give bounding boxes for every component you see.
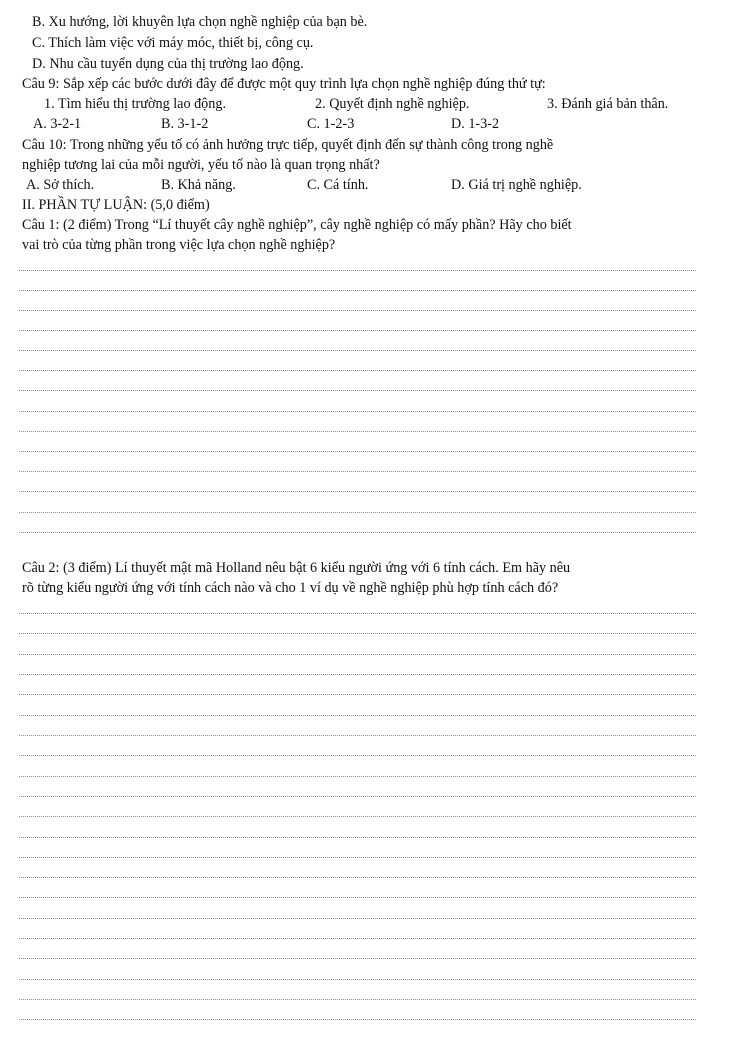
q10-option-a: A. Sở thích. bbox=[26, 177, 95, 193]
answer-line bbox=[19, 958, 696, 959]
q9-option-c: C. 1-2-3 bbox=[307, 116, 355, 132]
essay-2-line-1: Câu 2: (3 điểm) Lí thuyết mật mã Holland nêu bật 6 kiểu người ứng với 6 tính cách. Em hãy nêu bbox=[22, 560, 571, 576]
q9-step-1: 1. Tìm hiểu thị trường lao động. bbox=[44, 96, 227, 112]
answer-line bbox=[19, 877, 696, 878]
q10-option-b: B. Khả năng. bbox=[161, 177, 236, 193]
answer-line bbox=[19, 816, 696, 817]
answer-line bbox=[19, 735, 696, 736]
answer-line bbox=[19, 857, 696, 858]
answer-line bbox=[19, 491, 696, 492]
answer-line bbox=[19, 654, 696, 655]
answer-line bbox=[19, 471, 696, 472]
answer-line bbox=[19, 370, 696, 371]
answer-line bbox=[19, 350, 696, 351]
answer-line bbox=[19, 674, 696, 675]
answer-line bbox=[19, 512, 696, 513]
prev-option-c: C. Thích làm việc với máy móc, thiết bị, công cụ. bbox=[32, 35, 314, 51]
answer-line bbox=[19, 938, 696, 939]
q9-option-d: D. 1-3-2 bbox=[451, 116, 500, 132]
q10-question-line-2: nghiệp tương lai của mỗi người, yếu tố nào là quan trọng nhất? bbox=[22, 157, 380, 173]
answer-line bbox=[19, 532, 696, 533]
answer-line bbox=[19, 330, 696, 331]
answer-line bbox=[19, 411, 696, 412]
answer-line bbox=[19, 979, 696, 980]
answer-line bbox=[19, 837, 696, 838]
q9-question: Câu 9: Sắp xếp các bước dưới đây để được một quy trình lựa chọn nghề nghiệp đúng thứ tự: bbox=[22, 76, 546, 92]
section-2-title: II. PHẦN TỰ LUẬN: (5,0 điểm) bbox=[22, 197, 210, 213]
answer-line bbox=[19, 451, 696, 452]
answer-line bbox=[19, 776, 696, 777]
answer-line bbox=[19, 1019, 696, 1020]
answer-line bbox=[19, 633, 696, 634]
answer-line bbox=[19, 390, 696, 391]
essay-1-line-2: vai trò của từng phần trong việc lựa chọn nghề nghiệp? bbox=[22, 237, 336, 253]
q9-step-2: 2. Quyết định nghề nghiệp. bbox=[315, 96, 470, 112]
essay-2-line-2: rõ từng kiểu người ứng với tính cách nào và cho 1 ví dụ về nghề nghiệp phù hợp tính cách đó? bbox=[22, 580, 559, 596]
q9-option-a: A. 3-2-1 bbox=[33, 116, 82, 132]
answer-line bbox=[19, 270, 696, 271]
prev-option-d: D. Nhu cầu tuyển dụng của thị trường lao động. bbox=[32, 56, 304, 72]
answer-line bbox=[19, 310, 696, 311]
answer-line bbox=[19, 755, 696, 756]
essay-1-line-1: Câu 1: (2 điểm) Trong “Lí thuyết cây nghề nghiệp”, cây nghề nghiệp có mấy phần? Hãy cho biết bbox=[22, 217, 572, 233]
answer-line bbox=[19, 715, 696, 716]
q9-step-3: 3. Đánh giá bản thân. bbox=[547, 96, 669, 112]
answer-line bbox=[19, 796, 696, 797]
q9-option-b: B. 3-1-2 bbox=[161, 116, 209, 132]
q10-option-c: C. Cá tính. bbox=[307, 177, 369, 193]
answer-line bbox=[19, 613, 696, 614]
answer-line bbox=[19, 918, 696, 919]
answer-line bbox=[19, 694, 696, 695]
answer-line bbox=[19, 897, 696, 898]
q10-question-line-1: Câu 10: Trong những yếu tố có ảnh hưởng trực tiếp, quyết định đến sự thành công trong nghề bbox=[22, 137, 554, 153]
q10-option-d: D. Giá trị nghề nghiệp. bbox=[451, 177, 582, 193]
prev-option-b: B. Xu hướng, lời khuyên lựa chọn nghề nghiệp của bạn bè. bbox=[32, 14, 368, 30]
answer-line bbox=[19, 999, 696, 1000]
answer-line bbox=[19, 431, 696, 432]
answer-line bbox=[19, 290, 696, 291]
